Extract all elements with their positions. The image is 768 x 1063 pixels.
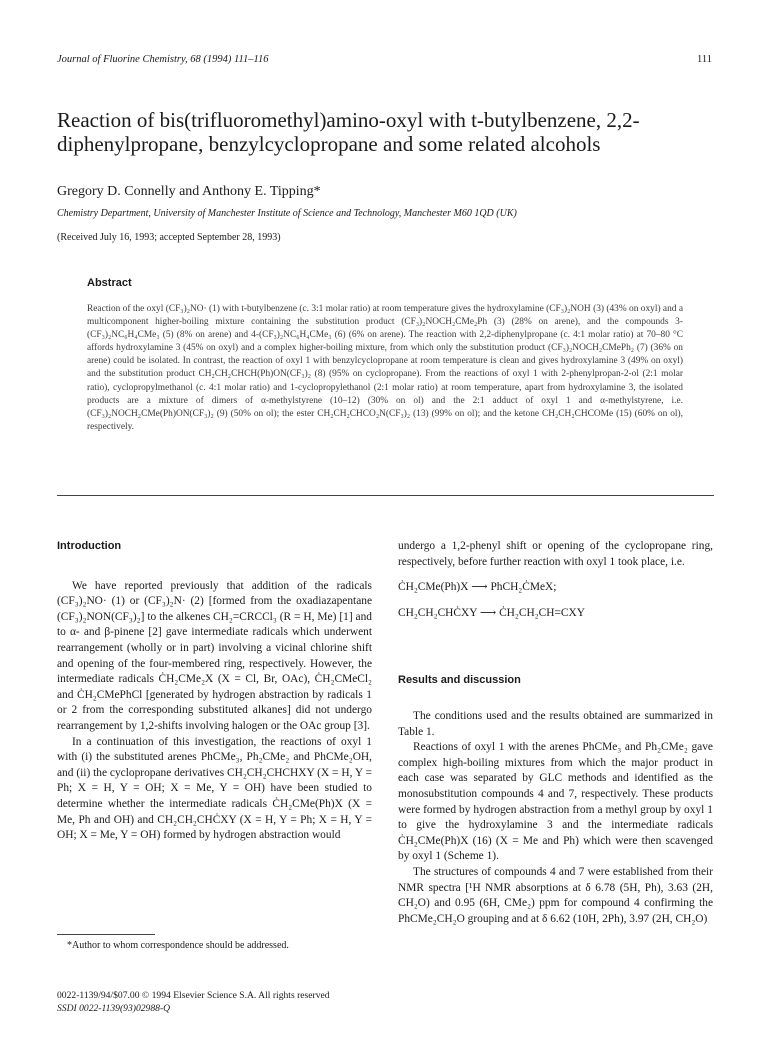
rearrangement-equation-2: CH₂CH₂CHĊXY ⟶ ĊH₂CH₂CH=CXY [398,606,585,619]
footnote-divider [57,934,155,935]
results-heading: Results and discussion [398,674,521,687]
introduction-paragraph-2: In a continuation of this investigation, the reactions of oxyl 1 with (i) the substituted arenes PhCMe₃, Ph₂CMe₂ and PhCMe₂OH, and (ii) the cyclopropane derivatives CH₂CH₂CHCHXY (X = H, Y = Ph; X = H, Y = OH; X = Me, Y = OH) have been studied to determine whether the intermediate radicals ĊH₂CMe(Ph)X (X = Me, Ph and OH) and CH₂CH₂CHĊXY (X = H, Y = Ph; X = H, Y = OH; X = Me, Y = OH) formed by hydrogen abstraction would [57,735,372,842]
ssdi-line: SSDI 0022-1139(93)02988-Q [57,1003,171,1014]
abstract-text: Reaction of the oxyl (CF₃)₂NO· (1) with t-butylbenzene (c. 3:1 molar ratio) at room temperature gives the hydroxylamine (CF₃)₂NOH (3) (43% on oxyl) and a multicomponent higher-boiling mixture containing the substitution product (CF₃)₂NOCH₂CMe₂Ph (3) (28% on arene), and the compounds 3-(CF₃)₂NC₆H₄CMe₃ (5) (8% on arene) and 4-(CF₃)₂NC₆H₄CMe₃ (6) (6% on arene). The reaction with 2,2-diphenylpropane (c. 4:1 molar ratio) at 70–80 °C affords hydroxylamine 3 (45% on oxyl) and a complex higher-boiling mixture, from which only the substitution product (CF₃)₂NOCH₂CMePh₂ (7) (36% on arene) could be isolated. In contrast, the reaction of oxyl 1 with benzylcyclopropane at room temperature is clean and gives hydroxylamine 3 (49% on oxyl) and the substitution product CH₂CH₂CHCH(Ph)ON(CF₃)₂ (8) (95% on cyclopropane). From the reactions of oxyl 1 with 2-phenylpropan-2-ol (2:1 molar ratio), cyclopropylmethanol (c. 4:1 molar ratio) and 1-cyclopropylethanol (2:1 molar ratio) at room temperature, apart from hydroxylamine 3, the isolated products are a mixture of dimers of α-methylstyrene (10–12) (30% on ol) and the 2:1 adduct of oxyl 1 and α-methylstyrene, i.e. (CF₃)₂NOCH₂CMe(Ph)ON(CF₃)₂ (9) (50% on ol); the ester CH₂CH₂CHCO₂N(CF₃)₂ (13) (99% on ol); and the ketone CH₂CH₂CHCOMe (15) (60% on ol), respectively. [87,304,683,432]
introduction-heading: Introduction [57,540,122,552]
page-number: 111 [697,54,712,65]
article-title: Reaction of bis(trifluoromethyl)amino-oxyl with t-butylbenzene, 2,2-diphenylpropane, benzylcyclopropane and some related alcohols [57,108,640,156]
introduction-paragraph-1: We have reported previously that addition of the radicals (CF₃)₂NO· (1) or (CF₃)₂N· (2) [formed from the oxadiazapentane (CF₃)₂NON(CF₃)₂] to the alkenes CH₂=CRCCl₃ (R = H, Me) [1] and to α- and β-pinene [2] gave intermediate radicals which underwent rearrangement (wholly or in part) involving a vicinal chlorine shift and opening of the four-membered ring, respectively. However, the intermediate radicals ĊH₂CMe₂X (X = Cl, Br, OAc), ĊH₂CMeCl₂ and ĊH₂CMePhCl [generated by hydrogen abstraction by radicals 1 or 2 from the corresponding substituted alkanes] did not undergo rearrangement by 1,2-shifts involving halogen or the OAc group [3]. [57,579,372,732]
abstract-heading: Abstract [87,277,132,289]
left-column [57,539,372,844]
results-paragraph-2: Reactions of oxyl 1 with the arenes PhCMe₃ and Ph₂CMe₂ gave complex high-boiling mixtures from which the major product in each case was separated by GLC methods and identified as the monosubstitution compounds 4 and 7, respectively. These products were formed by hydrogen abstraction from a methyl group by oxyl 1 to give the hydroxylamine 3 and the intermediate radicals ĊH₂CMe(Ph)X (16) (X = Me and Ph) which were then scavenged by oxyl 1 (Scheme 1). [398,741,713,863]
correspondence-footnote: *Author to whom correspondence should be addressed. [67,940,289,951]
author-affiliation: Chemistry Department, University of Manchester Institute of Science and Technology, Manchester M60 1QD (UK) [57,208,517,219]
rearrangement-equation-1: ĊH₂CMe(Ph)X ⟶ PhCH₂ĊMeX; [398,581,557,594]
results-paragraph-1: The conditions used and the results obtained are summarized in Table 1. [398,709,713,738]
running-header-journal: Journal of Fluorine Chemistry, 68 (1994) 111–116 [57,54,269,65]
right-column [398,539,713,927]
introduction-paragraph-continued: undergo a 1,2-phenyl shift or opening of the cyclopropane ring, respectively, before further reaction with oxyl 1 took place, i.e. [398,540,713,568]
copyright-footer [57,989,330,1015]
abstract-divider [57,495,714,496]
article-authors: Gregory D. Connelly and Anthony E. Tipping* [57,184,321,199]
copyright-line: 0022-1139/94/$07.00 © 1994 Elsevier Science S.A. All rights reserved [57,990,330,1001]
received-dates: (Received July 16, 1993; accepted September 28, 1993) [57,232,281,243]
results-paragraph-3: The structures of compounds 4 and 7 were established from their NMR spectra [¹H NMR absorptions at δ 6.78 (5H, Ph), 3.63 (2H, CH₂O) and 0.95 (6H, CMe₂) ppm for compound 4 confirming the PhCMe₂CH₂O grouping and at δ 6.62 (10H, 2Ph), 3.97 (2H, CH₂O) [398,865,713,925]
